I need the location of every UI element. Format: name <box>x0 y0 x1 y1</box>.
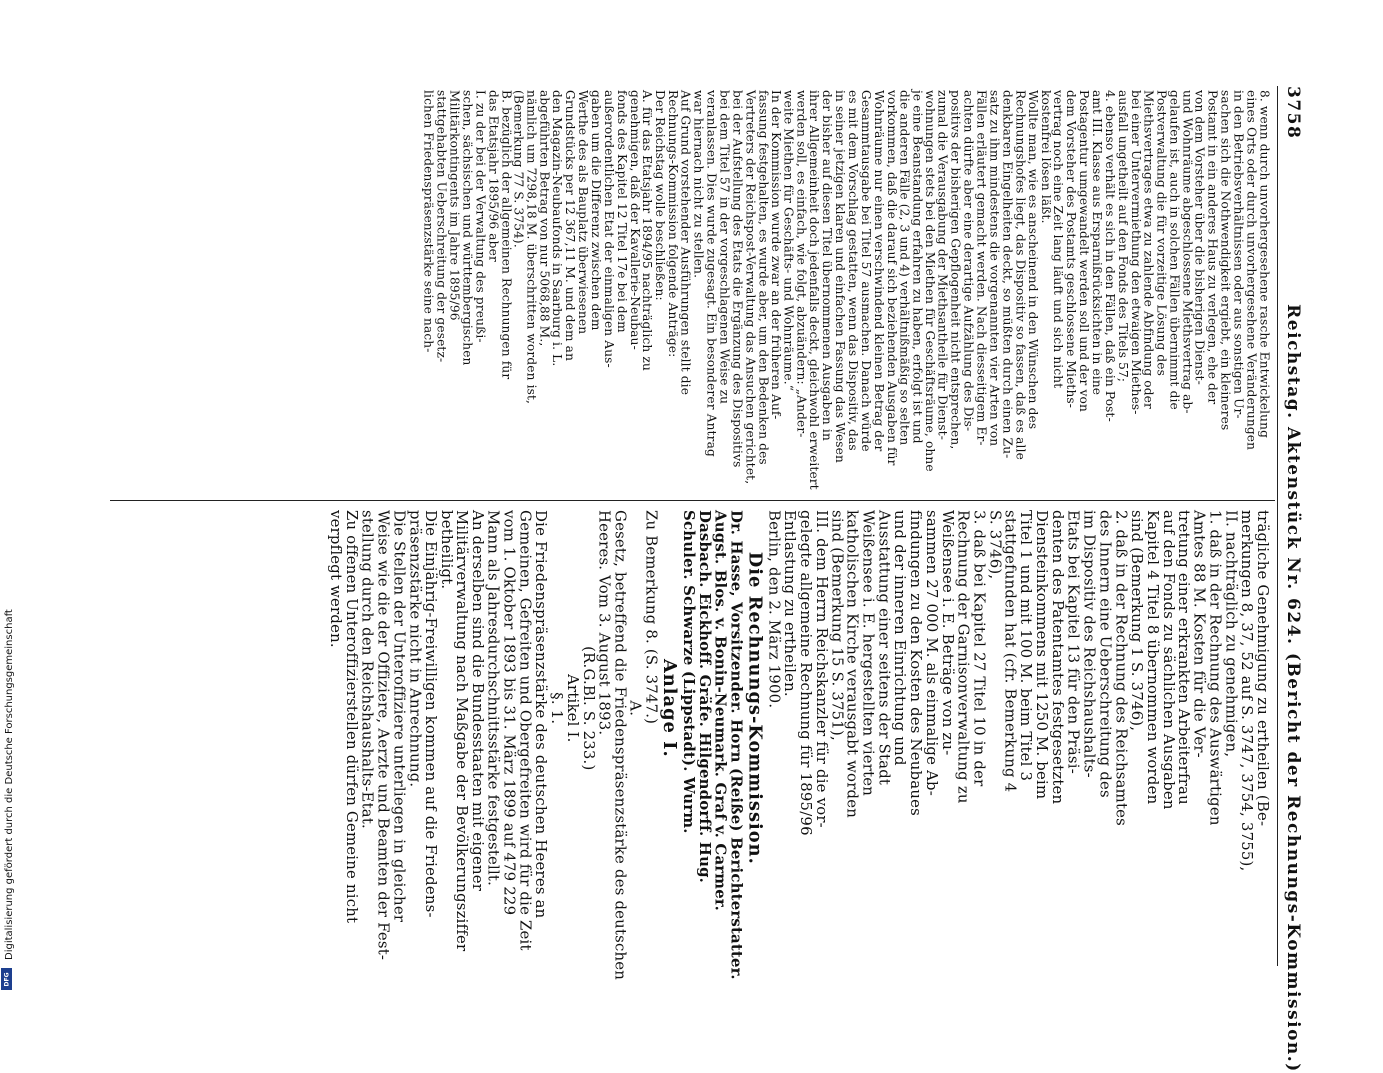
right-column-line: 3. daß bei Kapitel 27 Titel 10 in der <box>970 510 989 787</box>
left-column-line: Vertreters der Reichspost-Verwaltung das Ansuchen gerichtet, <box>742 90 758 485</box>
left-column-line: Der Reichstag wolle beschließen: <box>652 90 668 301</box>
left-column-line: bei einer Untervermiethung den etwaigen Miethes- <box>1128 90 1144 415</box>
right-column-line: denten des Patentamtes festgesetzten <box>1049 510 1067 805</box>
left-column-line: in seiner jetzigen klaren und einfachen Fassung das Wesen <box>832 90 848 463</box>
left-column-line: ihrer Allgemeinheit doch jedenfalls deckt, gleichwohl erweitert <box>807 90 822 490</box>
left-column-line: ausfall ungetheilt auf den Fonds des Titels 57; <box>1115 90 1131 383</box>
left-column-line: 4. ebenso verhält es sich in den Fällen, daß ein Post- <box>1102 90 1118 422</box>
right-column-line: Gemeinen, Gefreiten und Obergefreiten wird für die Zeit <box>516 510 535 951</box>
right-column-line: Zu Bemerkung 8. (S. 3747.) <box>642 510 661 725</box>
right-column-line: Etats bei Kapitel 13 für den Präsi- <box>1064 510 1083 774</box>
right-column-line: auf den Fonds zu sächlichen Ausgaben <box>1159 510 1178 810</box>
right-column-line: An derselben sind die Bundesstaaten mit eigener <box>469 510 488 892</box>
right-column <box>327 510 1272 981</box>
left-column-line: von dem Vorsteher über die bisherigen Dienst- <box>1192 90 1208 385</box>
page-number: 3758 <box>1283 86 1303 140</box>
right-column-line: stellung durch den Reichshaushalts-Etat. <box>358 510 377 829</box>
right-column-line: 2. daß in der Rechnung des Reichsamtes <box>1112 510 1131 826</box>
right-column-line: vom 1. Oktober 1893 bis 31. März 1899 auf 479 229 <box>500 510 519 916</box>
right-column-line: merkungen 8, 37, 52 auf S. 3747, 3754, 3755), <box>1238 510 1257 872</box>
right-column-line: 1. daß in der Rechnung des Auswärtigen <box>1206 510 1225 826</box>
right-column-line: Gesetz, betreffend die Friedenspräsenzstärke des deutschen <box>611 510 630 981</box>
right-column-line: im Dispositiv des Reichshaushalts- <box>1080 510 1099 778</box>
left-column-line: satz zu ihm mindestens die vorgenannten vier Arten von <box>987 90 1002 447</box>
right-column-line: sind (Bemerkung 15 S. 3751), <box>828 510 847 741</box>
right-column-line: Ausstattung einer seitens der Stadt <box>875 510 894 786</box>
right-column-line: betheiligt. <box>437 510 456 590</box>
left-column-line: gelaufen ist, auch in solchen Fällen übernimmt die <box>1167 90 1182 410</box>
right-column-line: Mann als Jahresdurchschnittsstärke festgestellt. <box>484 510 503 887</box>
left-column-line: das Etatsjahr 1895/96 aber <box>485 90 501 262</box>
left-column-line: war hiernach nicht zu stellen. <box>691 90 707 279</box>
right-column-line: Die Friedenspräsenzstärke des deutschen Heeres an <box>532 510 551 919</box>
left-column-line: dem Vorsteher des Postamts geschlossene Mieths- <box>1064 90 1079 409</box>
right-column-line: Augst. Blos. v. Bonin-Neumark. Graf v. Carmer. <box>711 510 730 911</box>
left-column-line: Militärkontingents im Jahre 1895/96 <box>447 90 462 321</box>
left-column-line: Wohnräume nur einen verschwindend kleinen Betrag der <box>871 90 887 452</box>
right-column-line: Weise wie die der Offiziere, Aerzte und Beamten der Fest- <box>374 510 393 961</box>
right-column-line: sammen 27 000 M. als einmalige Ab- <box>922 510 941 796</box>
left-column-line: Wollte man, wie es anscheinend in den Wünschen des <box>1025 90 1041 430</box>
right-column-line: präsenzstärke nicht in Anrechnung. <box>406 510 424 788</box>
left-column-line: denkbaren Eingelheiten deckt, so müßten durch einen Zu- <box>1000 90 1015 459</box>
right-column-line: III. dem Herrn Reichskanzler für die vor- <box>812 510 831 828</box>
left-column-line: Fällen erläutert gemacht werden. Nach diesseitigem Er- <box>974 90 989 446</box>
right-column-line: Weißensee i. E. Beträge von zu- <box>938 510 957 756</box>
right-column-line: Entlastung zu ertheilen. <box>780 510 799 697</box>
page-header <box>1283 86 1303 1073</box>
left-column-line: 8. wenn durch unvorhergesehene rasche Entwickelung <box>1257 90 1272 438</box>
right-column-line: und der inneren Einrichtung und <box>891 510 910 766</box>
right-column-line: Die Stellen der Unteroffiziere unterliegen in gleicher <box>390 510 409 923</box>
right-column-line: Artikel I. <box>563 674 582 743</box>
left-column-line: positivs der bisherigen Gepflogenheit nicht entsprechen, <box>948 90 964 450</box>
right-column-line: Dasbach. Eickhoff. Gräfe. Hilgendorff. Hug. <box>696 510 714 884</box>
left-column-line: je eine Beanstandung erfahren zu haben, erfolgt ist und <box>910 90 925 444</box>
left-column-line: Auf Grund vorstehender Ausführungen stellt die <box>678 90 694 396</box>
left-column-line: lichen Friedenspräsenzstärke seine nach- <box>421 90 437 353</box>
right-column-line: tretung einer erkrankten Arbeiterfrau <box>1175 510 1194 805</box>
right-column-line: Zu offenen Unteroffizierstellen dürfen Gemeine nicht <box>343 510 361 924</box>
left-column-line: vorkommen, daß die darauf sich beziehenden Ausgaben für <box>884 90 899 466</box>
right-column-line: §. 1. <box>548 692 566 725</box>
left-column-line: I. zu der bei der Verwaltung des preußi- <box>473 90 488 343</box>
page-title: Reichstag. Aktenstück Nr. 624. (Bericht der Rechnungs-Kommission.) <box>1283 304 1303 1073</box>
left-column-line: werden soll, es einfach, wie folgt, abzuändern: „Ander- <box>794 90 809 438</box>
left-column-line: Werthe des als Bauplatz überwiesenen <box>575 90 591 335</box>
left-column-line: amt III. Klasse aus Ersparnißrücksichten in eine <box>1089 90 1105 396</box>
right-column-line: (R.G.Bl. S. 233.) <box>579 646 598 771</box>
left-column-line: achten dürfte aber eine derartige Aufzählung des Dis- <box>961 90 976 432</box>
left-column-line: stattgehabten Ueberschreitung der gesetz- <box>434 90 449 363</box>
right-column-line: Dr. Hasse, Vorsitzender. Horn (Reiße) Berichterstatter. <box>727 510 746 980</box>
left-column-line: Postagentur umgewandelt werden soll und der von <box>1077 90 1092 412</box>
left-column-line: eines Orts oder durch unvorhergesehene Veränderungen <box>1244 90 1259 451</box>
right-column-line: gelegte allgemeine Rechnung für 1895/96 <box>796 510 815 836</box>
right-column-line: Amtes 88 M. Kosten für die Ver- <box>1191 510 1209 758</box>
left-column-line: Miethsvertrages etwa zu zahlende Abfindung oder <box>1141 90 1156 409</box>
right-column-line: stattgefunden hat (cfr. Bemerkung 4 <box>1001 510 1020 793</box>
right-column-line: Militärverwaltung nach Maßgabe der Bevölkerungsziffer <box>453 510 472 952</box>
left-column-line: in den Betriebsverhältnissen oder aus sonstigen Ur- <box>1231 90 1246 419</box>
left-column-line: schen, sächsischen und württembergischen <box>460 90 475 366</box>
left-column-line: Rechnungs-Kommission folgende Anträge: <box>665 90 681 358</box>
left-column-line: abgeführten Betrag von nur 5068,88 M., <box>537 90 552 347</box>
left-column-line: genehmigen, daß der Kavallerie-Neubau- <box>627 90 642 350</box>
left-column-line: vertrag noch eine Zeit lang läuft und sich nicht <box>1051 90 1066 389</box>
right-column-line: Die Einjährig-Freiwilligen kommen auf die Friedens- <box>421 510 440 918</box>
left-column-line: kostenfrei lösen läßt. <box>1038 90 1054 224</box>
left-column-line: bei der Aufstellung des Etats die Ergänzung des Dispositivs <box>730 90 745 468</box>
left-column-line: wohnungen stets bei den Miethen für Geschäftsräume, ohne <box>922 90 938 472</box>
left-column-line: gaben um die Differenz zwischen dem <box>588 90 604 331</box>
left-column-line: Grundstücks per 12 367,11 M. und dem an <box>562 90 578 362</box>
right-column-line: Heeres. Vom 3. August 1893. <box>595 510 614 736</box>
right-column-line: Die Rechnungs-Kommission. <box>744 551 766 865</box>
left-column-line: sachen sich die Nothwendigkeit ergiebt, ein kleineres <box>1218 90 1234 431</box>
left-column-line: bei dem Titel 57 in der vorgeschlagenen Weise zu <box>717 90 732 405</box>
left-column-line: Gesammtausgabe bei Titel 57 ausmachen. Danach würde <box>858 90 874 452</box>
left-column-line: den Magazin-Neubaufonds in Saarburg i. L. <box>550 90 565 367</box>
left-column-line: Rechnungshofes liegt, das Dispositiv so fassen, daß es alle <box>1012 90 1028 460</box>
column-divider <box>110 500 1275 501</box>
right-column-line: sind (Bemerkung 1 S. 3746), <box>1127 510 1146 732</box>
left-column-line: außerordentlichen Etat der einmaligen Aus- <box>601 90 617 368</box>
left-column-line: es mit dem Vorschlag gestatten, wenn das Dispositiv, das <box>845 90 861 451</box>
right-column-line: Weißensee i. E. hergestellten vierten <box>859 510 878 797</box>
left-column-line: Postverwaltung die für vorzeitige Lösung des <box>1154 90 1169 377</box>
right-column-line: Berlin, den 2. März 1900. <box>765 510 784 709</box>
left-column-line: (Bemerkung 77 S. 3754). <box>511 90 527 248</box>
right-column-line: Kapitel 4 Titel 8 übernommen worden <box>1143 510 1162 805</box>
right-column-line: findungen zu den Kosten des Neubaues <box>907 510 925 816</box>
left-column-line: fassung festgehalten, es wurde aber, um den Bedenken des <box>755 90 771 465</box>
right-column-line: A. <box>626 700 645 717</box>
digitization-credit: Digitalisierung gefördert durch die Deutsche Forschungsgemeinschaft <box>4 609 15 960</box>
right-column-line: trägliche Genehmigung zu ertheilen (Be- <box>1254 510 1272 827</box>
right-column-line: Rechnung der Garnisonverwaltung zu <box>954 510 973 804</box>
dfg-logo: DFG <box>1 968 12 990</box>
right-column-line: S. 3746), <box>986 510 1004 580</box>
left-column-line: zumal die Verausgabung der Miethsantheile für Dienst- <box>935 90 951 441</box>
right-column-line: verpflegt werden. <box>327 510 346 648</box>
left-column-line: Postamt in ein anderes Haus zu verlegen, ehe der <box>1205 90 1221 405</box>
left-column-line: nämlich um 7298,18 M. überschritten worden ist, <box>524 90 539 405</box>
left-column-line: und Wohnräume abgeschlossene Miethsvertrag ab- <box>1179 90 1195 414</box>
left-column-line: veranlassen. Dies wurde zugesagt. Ein besonderer Antrag <box>704 90 719 457</box>
left-column-line: B. bezüglich der allgemeinen Rechnungen für <box>498 90 514 380</box>
header-rule <box>1277 86 1278 966</box>
left-column-line: die anderen Fälle (2, 3 und 4) verhältnißmäßig so selten <box>897 90 912 446</box>
left-column-line: weite Miethen für Geschäfts- und Wohnräume.“ <box>781 90 797 392</box>
right-column-line: Anlage I. <box>659 658 681 758</box>
left-column-line: der bisher auf diesen Titel übernommenen Ausgaben in <box>820 90 835 441</box>
left-column-line: A. für das Etatsjahr 1894/95 nachträglich zu <box>640 90 655 371</box>
right-column-line: Schuler. Schwarze (Lippstadt). Wurm. <box>680 510 699 834</box>
right-column-line: Titel 1 und mit 100 M. beim Titel 3 <box>1017 510 1036 782</box>
left-column-line: In der Kommission wurde zwar an der früheren Auf- <box>768 90 784 420</box>
right-column-line: des Innern eine Ueberschreitung des <box>1096 510 1115 798</box>
left-column-line: fonds des Kapitel 12 Titel 17e bei dem <box>614 90 629 333</box>
right-column-line: Diensteinkommens mit 1250 M. beim <box>1033 510 1052 800</box>
right-column-line: II. nachträglich zu genehmigen, <box>1222 510 1241 758</box>
left-column <box>421 90 1272 490</box>
right-column-line: katholischen Kirche verausgabt worden <box>844 510 862 819</box>
